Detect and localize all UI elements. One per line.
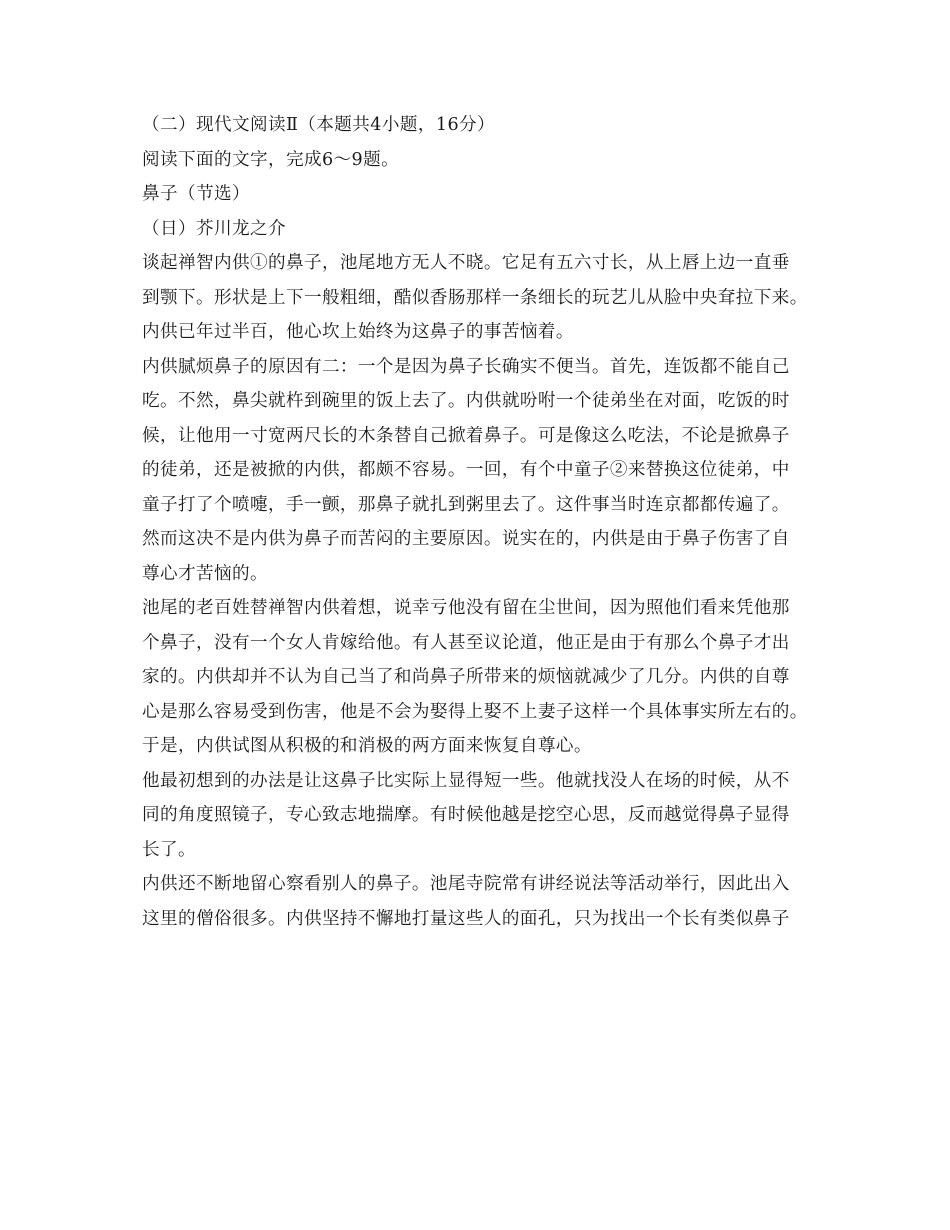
text-line: 内供腻烦鼻子的原因有二：一个是因为鼻子长确实不便当。首先，连饭都不能自己 bbox=[142, 356, 790, 377]
section-heading: （二）现代文阅读Ⅱ（本题共4小题，16分） bbox=[142, 115, 496, 135]
text-line: 童子打了个喷嚏，手一颤，那鼻子就扎到粥里去了。这件事当时连京都都传遍了。 bbox=[142, 494, 790, 515]
text-line: 内供还不断地留心察看别人的鼻子。池尾寺院常有讲经说法等活动举行，因此出入 bbox=[142, 874, 790, 894]
text-line: 的徒弟，还是被掀的内供，都颇不容易。一回，有个中童子②来替换这位徒弟，中 bbox=[142, 460, 790, 480]
text-line: 他最初想到的办法是让这鼻子比实际上显得短一些。他就找没人在场的时候，从不 bbox=[142, 770, 790, 791]
text-line: 长了。 bbox=[142, 839, 196, 860]
text-line: 内供已年过半百，他心坎上始终为这鼻子的事苦恼着。 bbox=[142, 322, 574, 342]
text-line: 到颚下。形状是上下一般粗细，酷似香肠那样一条细长的玩艺儿从脸中央耷拉下来。 bbox=[142, 287, 808, 308]
text-line: 于是，内供试图从积极的和消极的两方面来恢复自尊心。 bbox=[142, 736, 592, 756]
text-line: 心是那么容易受到伤害，他是不会为娶得上娶不上妻子这样一个具体事实所左右的。 bbox=[142, 701, 808, 722]
text-line: 然而这决不是内供为鼻子而苦闷的主要原因。说实在的，内供是由于鼻子伤害了自 bbox=[142, 529, 790, 549]
text-line: 尊心才苦恼的。 bbox=[142, 563, 268, 584]
article-author: （日）芥川龙之介 bbox=[142, 218, 286, 239]
article-title: 鼻子（节选） bbox=[142, 184, 250, 204]
text-line: 个鼻子，没有一个女人肯嫁给他。有人甚至议论道，他正是由于有那么个鼻子才出 bbox=[142, 632, 790, 653]
text-line: 家的。内供却并不认为自己当了和尚鼻子所带来的烦恼就减少了几分。内供的自尊 bbox=[142, 667, 790, 687]
document-page bbox=[142, 108, 822, 936]
text-line: 池尾的老百姓替禅智内供着想，说幸亏他没有留在尘世间，因为照他们看来凭他那 bbox=[142, 598, 790, 618]
text-line: 候，让他用一寸宽两尺长的木条替自己掀着鼻子。可是像这么吃法，不论是掀鼻子 bbox=[142, 425, 790, 446]
text-line: 谈起禅智内供①的鼻子，池尾地方无人不晓。它足有五六寸长，从上唇上边一直垂 bbox=[142, 253, 790, 273]
text-line: 这里的僧俗很多。内供坚持不懈地打量这些人的面孔，只为找出一个长有类似鼻子 bbox=[142, 908, 790, 929]
instruction-text: 阅读下面的文字，完成6～9题。 bbox=[142, 149, 400, 170]
text-line: 吃。不然，鼻尖就杵到碗里的饭上去了。内供就吩咐一个徒弟坐在对面，吃饭的时 bbox=[142, 391, 790, 411]
text-line: 同的角度照镜子，专心致志地揣摩。有时候他越是挖空心思，反而越觉得鼻子显得 bbox=[142, 805, 790, 825]
